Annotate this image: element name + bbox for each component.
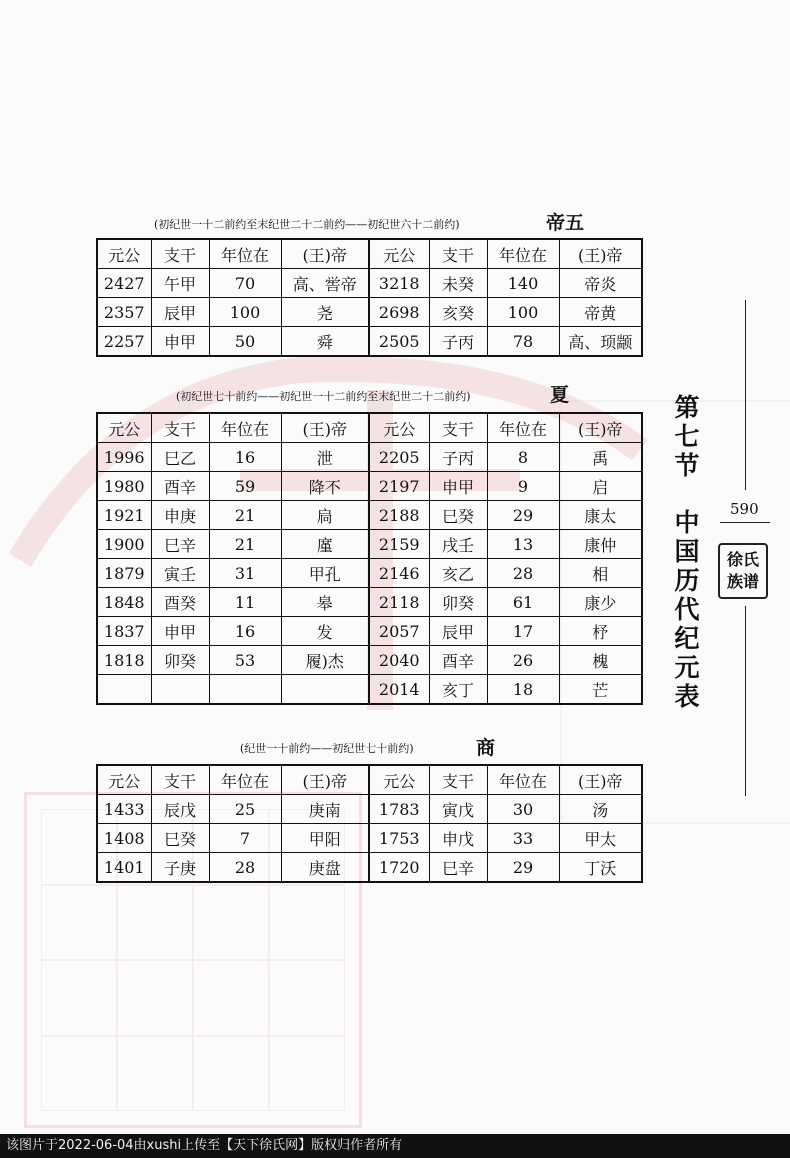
table-cell: 舜 <box>281 327 369 357</box>
clan-logo <box>718 543 768 599</box>
table-row <box>97 530 642 559</box>
column-header: (王)帝 <box>281 239 369 269</box>
table-cell: 25 <box>209 795 281 824</box>
header-row <box>97 765 642 795</box>
table-cell: 高、喾帝 <box>281 269 369 298</box>
table-row <box>97 617 642 646</box>
table-cell: 2505 <box>369 327 429 357</box>
table-cell: 1753 <box>369 824 429 853</box>
column-header: 支干 <box>151 765 209 795</box>
table-cell: 申甲 <box>151 617 209 646</box>
column-header: (王)帝 <box>559 765 642 795</box>
table-cell: 50 <box>209 327 281 357</box>
table-cell: 1837 <box>97 617 151 646</box>
table-cell: 30 <box>487 795 559 824</box>
column-header: 年位在 <box>209 413 281 443</box>
table-cell: 子庚 <box>151 853 209 883</box>
table-cell: 庚南 <box>281 795 369 824</box>
table-cell: 59 <box>209 472 281 501</box>
table-cell: 2188 <box>369 501 429 530</box>
table-cell: 1996 <box>97 443 151 472</box>
table-cell: 2057 <box>369 617 429 646</box>
table-cell: 汤 <box>559 795 642 824</box>
table-cell: 巳癸 <box>151 824 209 853</box>
margin-rule-bottom <box>745 606 746 796</box>
table-cell <box>151 675 209 705</box>
table-cell: 巳乙 <box>151 443 209 472</box>
table-cell: 亥乙 <box>429 559 487 588</box>
column-header: 元公 <box>97 239 151 269</box>
table-cell: 3218 <box>369 269 429 298</box>
table-cell: 丁沃 <box>559 853 642 883</box>
table-cell: 78 <box>487 327 559 357</box>
table-cell: 100 <box>487 298 559 327</box>
table-cell: 卯癸 <box>429 588 487 617</box>
column-header: 支干 <box>151 413 209 443</box>
table-cell: 2427 <box>97 269 151 298</box>
table-cell: 1980 <box>97 472 151 501</box>
table-cell: 子丙 <box>429 327 487 357</box>
table-cell: 33 <box>487 824 559 853</box>
table-row <box>97 559 642 588</box>
column-header: 支干 <box>429 765 487 795</box>
table-cell: 巳辛 <box>151 530 209 559</box>
table-cell: 26 <box>487 646 559 675</box>
table-cell <box>97 675 151 705</box>
table-cell: 戌壬 <box>429 530 487 559</box>
table-cell: 2698 <box>369 298 429 327</box>
era-table-shang <box>96 764 643 883</box>
table-cell: 140 <box>487 269 559 298</box>
table-cell: 履)杰 <box>281 646 369 675</box>
table-cell: 2357 <box>97 298 151 327</box>
column-header: 元公 <box>97 413 151 443</box>
table-row <box>97 795 642 824</box>
table-cell: 13 <box>487 530 559 559</box>
margin-rule-top <box>745 300 746 490</box>
page-number: 590 <box>730 500 759 518</box>
clan-logo-text: 徐氏族谱 <box>726 550 759 591</box>
table-cell: 皋 <box>281 588 369 617</box>
table-cell: 申庚 <box>151 501 209 530</box>
table-cell: 1921 <box>97 501 151 530</box>
table-cell: 29 <box>487 501 559 530</box>
chapter-title: 中国历代纪元表 <box>674 508 700 711</box>
table-cell: 未癸 <box>429 269 487 298</box>
section-label: 第七节 <box>674 393 700 480</box>
page-number-rule <box>720 522 770 523</box>
table-cell: 2040 <box>369 646 429 675</box>
table-cell: 1433 <box>97 795 151 824</box>
column-header: 支干 <box>151 239 209 269</box>
table-cell: 9 <box>487 472 559 501</box>
table-cell: 8 <box>487 443 559 472</box>
table-cell: 寅壬 <box>151 559 209 588</box>
dynasty-title-xia: 夏 <box>550 384 570 406</box>
column-header: (王)帝 <box>559 413 642 443</box>
table-cell: 帝黄 <box>559 298 642 327</box>
column-header: 年位在 <box>209 765 281 795</box>
table-cell: 辰戊 <box>151 795 209 824</box>
table-cell: 2118 <box>369 588 429 617</box>
column-header: (王)帝 <box>281 413 369 443</box>
table-cell: 1783 <box>369 795 429 824</box>
table-cell: 芒 <box>559 675 642 705</box>
section-caption-xia: (初纪世七十前约——初纪世一十二前约至末纪世二十二前约) <box>176 390 471 403</box>
table-cell: 酉辛 <box>429 646 487 675</box>
column-header: 元公 <box>369 765 429 795</box>
dynasty-title-shang: 商 <box>476 737 496 759</box>
table-cell: 康仲 <box>559 530 642 559</box>
table-cell: 午甲 <box>151 269 209 298</box>
table-cell: 发 <box>281 617 369 646</box>
table-cell: 申甲 <box>151 327 209 357</box>
table-cell: 子丙 <box>429 443 487 472</box>
table-cell: 庚盘 <box>281 853 369 883</box>
table-cell: 1900 <box>97 530 151 559</box>
column-header: 年位在 <box>487 765 559 795</box>
table-cell: 1848 <box>97 588 151 617</box>
column-header: 支干 <box>429 413 487 443</box>
table-cell: 1408 <box>97 824 151 853</box>
table-cell: 2146 <box>369 559 429 588</box>
section-caption-wudi: (初纪世一十二前约至末纪世二十二前约——初纪世六十二前约) <box>154 218 460 231</box>
table-cell: 槐 <box>559 646 642 675</box>
table-cell: 28 <box>209 853 281 883</box>
table-cell: 降不 <box>281 472 369 501</box>
table-cell: 1720 <box>369 853 429 883</box>
dynasty-title-wudi: 帝五 <box>546 212 585 234</box>
table-cell: 相 <box>559 559 642 588</box>
table-row <box>97 298 642 327</box>
table-cell: 巳辛 <box>429 853 487 883</box>
table-cell: 16 <box>209 443 281 472</box>
table-cell: 2159 <box>369 530 429 559</box>
table-row <box>97 472 642 501</box>
table-cell: 7 <box>209 824 281 853</box>
upload-notice: 该图片于2022-06-04由xushi上传至【天下徐氏网】版权归作者所有 <box>0 1134 790 1158</box>
table-cell: 酉癸 <box>151 588 209 617</box>
table-row <box>97 675 642 705</box>
table-cell: 尧 <box>281 298 369 327</box>
column-header: 年位在 <box>487 239 559 269</box>
table-cell: 廑 <box>281 530 369 559</box>
table-cell: 泄 <box>281 443 369 472</box>
table-row <box>97 327 642 357</box>
column-header: 支干 <box>429 239 487 269</box>
table-cell: 杼 <box>559 617 642 646</box>
table-row <box>97 501 642 530</box>
table-cell: 28 <box>487 559 559 588</box>
table-cell: 31 <box>209 559 281 588</box>
table-cell: 辰甲 <box>151 298 209 327</box>
table-cell: 康少 <box>559 588 642 617</box>
table-cell <box>281 675 369 705</box>
column-header: 元公 <box>97 765 151 795</box>
table-row <box>97 588 642 617</box>
table-cell: 53 <box>209 646 281 675</box>
column-header: (王)帝 <box>281 765 369 795</box>
table-cell: 扃 <box>281 501 369 530</box>
table-cell: 11 <box>209 588 281 617</box>
table-cell: 2014 <box>369 675 429 705</box>
table-row <box>97 646 642 675</box>
table-cell: 17 <box>487 617 559 646</box>
table-cell: 甲孔 <box>281 559 369 588</box>
table-cell: 高、顼颛 <box>559 327 642 357</box>
table-cell: 申戊 <box>429 824 487 853</box>
table-cell: 61 <box>487 588 559 617</box>
table-cell: 1818 <box>97 646 151 675</box>
table-cell: 辰甲 <box>429 617 487 646</box>
table-cell: 1879 <box>97 559 151 588</box>
table-cell: 寅戊 <box>429 795 487 824</box>
table-cell: 甲阳 <box>281 824 369 853</box>
era-table-xia <box>96 412 643 705</box>
table-cell: 2257 <box>97 327 151 357</box>
table-cell: 帝炎 <box>559 269 642 298</box>
table-cell <box>209 675 281 705</box>
table-cell: 巳癸 <box>429 501 487 530</box>
table-cell: 18 <box>487 675 559 705</box>
table-cell: 禹 <box>559 443 642 472</box>
table-row <box>97 853 642 883</box>
table-cell: 康太 <box>559 501 642 530</box>
table-cell: 卯癸 <box>151 646 209 675</box>
table-cell: 1401 <box>97 853 151 883</box>
column-header: 年位在 <box>487 413 559 443</box>
table-cell: 亥丁 <box>429 675 487 705</box>
table-cell: 21 <box>209 530 281 559</box>
table-cell: 酉辛 <box>151 472 209 501</box>
column-header: 元公 <box>369 413 429 443</box>
table-cell: 甲太 <box>559 824 642 853</box>
table-cell: 亥癸 <box>429 298 487 327</box>
column-header: 年位在 <box>209 239 281 269</box>
table-cell: 70 <box>209 269 281 298</box>
column-header: 元公 <box>369 239 429 269</box>
header-row <box>97 413 642 443</box>
table-cell: 2205 <box>369 443 429 472</box>
header-row <box>97 239 642 269</box>
era-table-wudi <box>96 238 643 357</box>
table-cell: 21 <box>209 501 281 530</box>
table-cell: 申甲 <box>429 472 487 501</box>
table-cell: 100 <box>209 298 281 327</box>
table-cell: 16 <box>209 617 281 646</box>
table-row <box>97 824 642 853</box>
table-row <box>97 269 642 298</box>
table-row <box>97 443 642 472</box>
column-header: (王)帝 <box>559 239 642 269</box>
table-cell: 启 <box>559 472 642 501</box>
table-cell: 2197 <box>369 472 429 501</box>
section-caption-shang: (纪世一十前约——初纪世七十前约) <box>240 742 414 755</box>
table-cell: 29 <box>487 853 559 883</box>
